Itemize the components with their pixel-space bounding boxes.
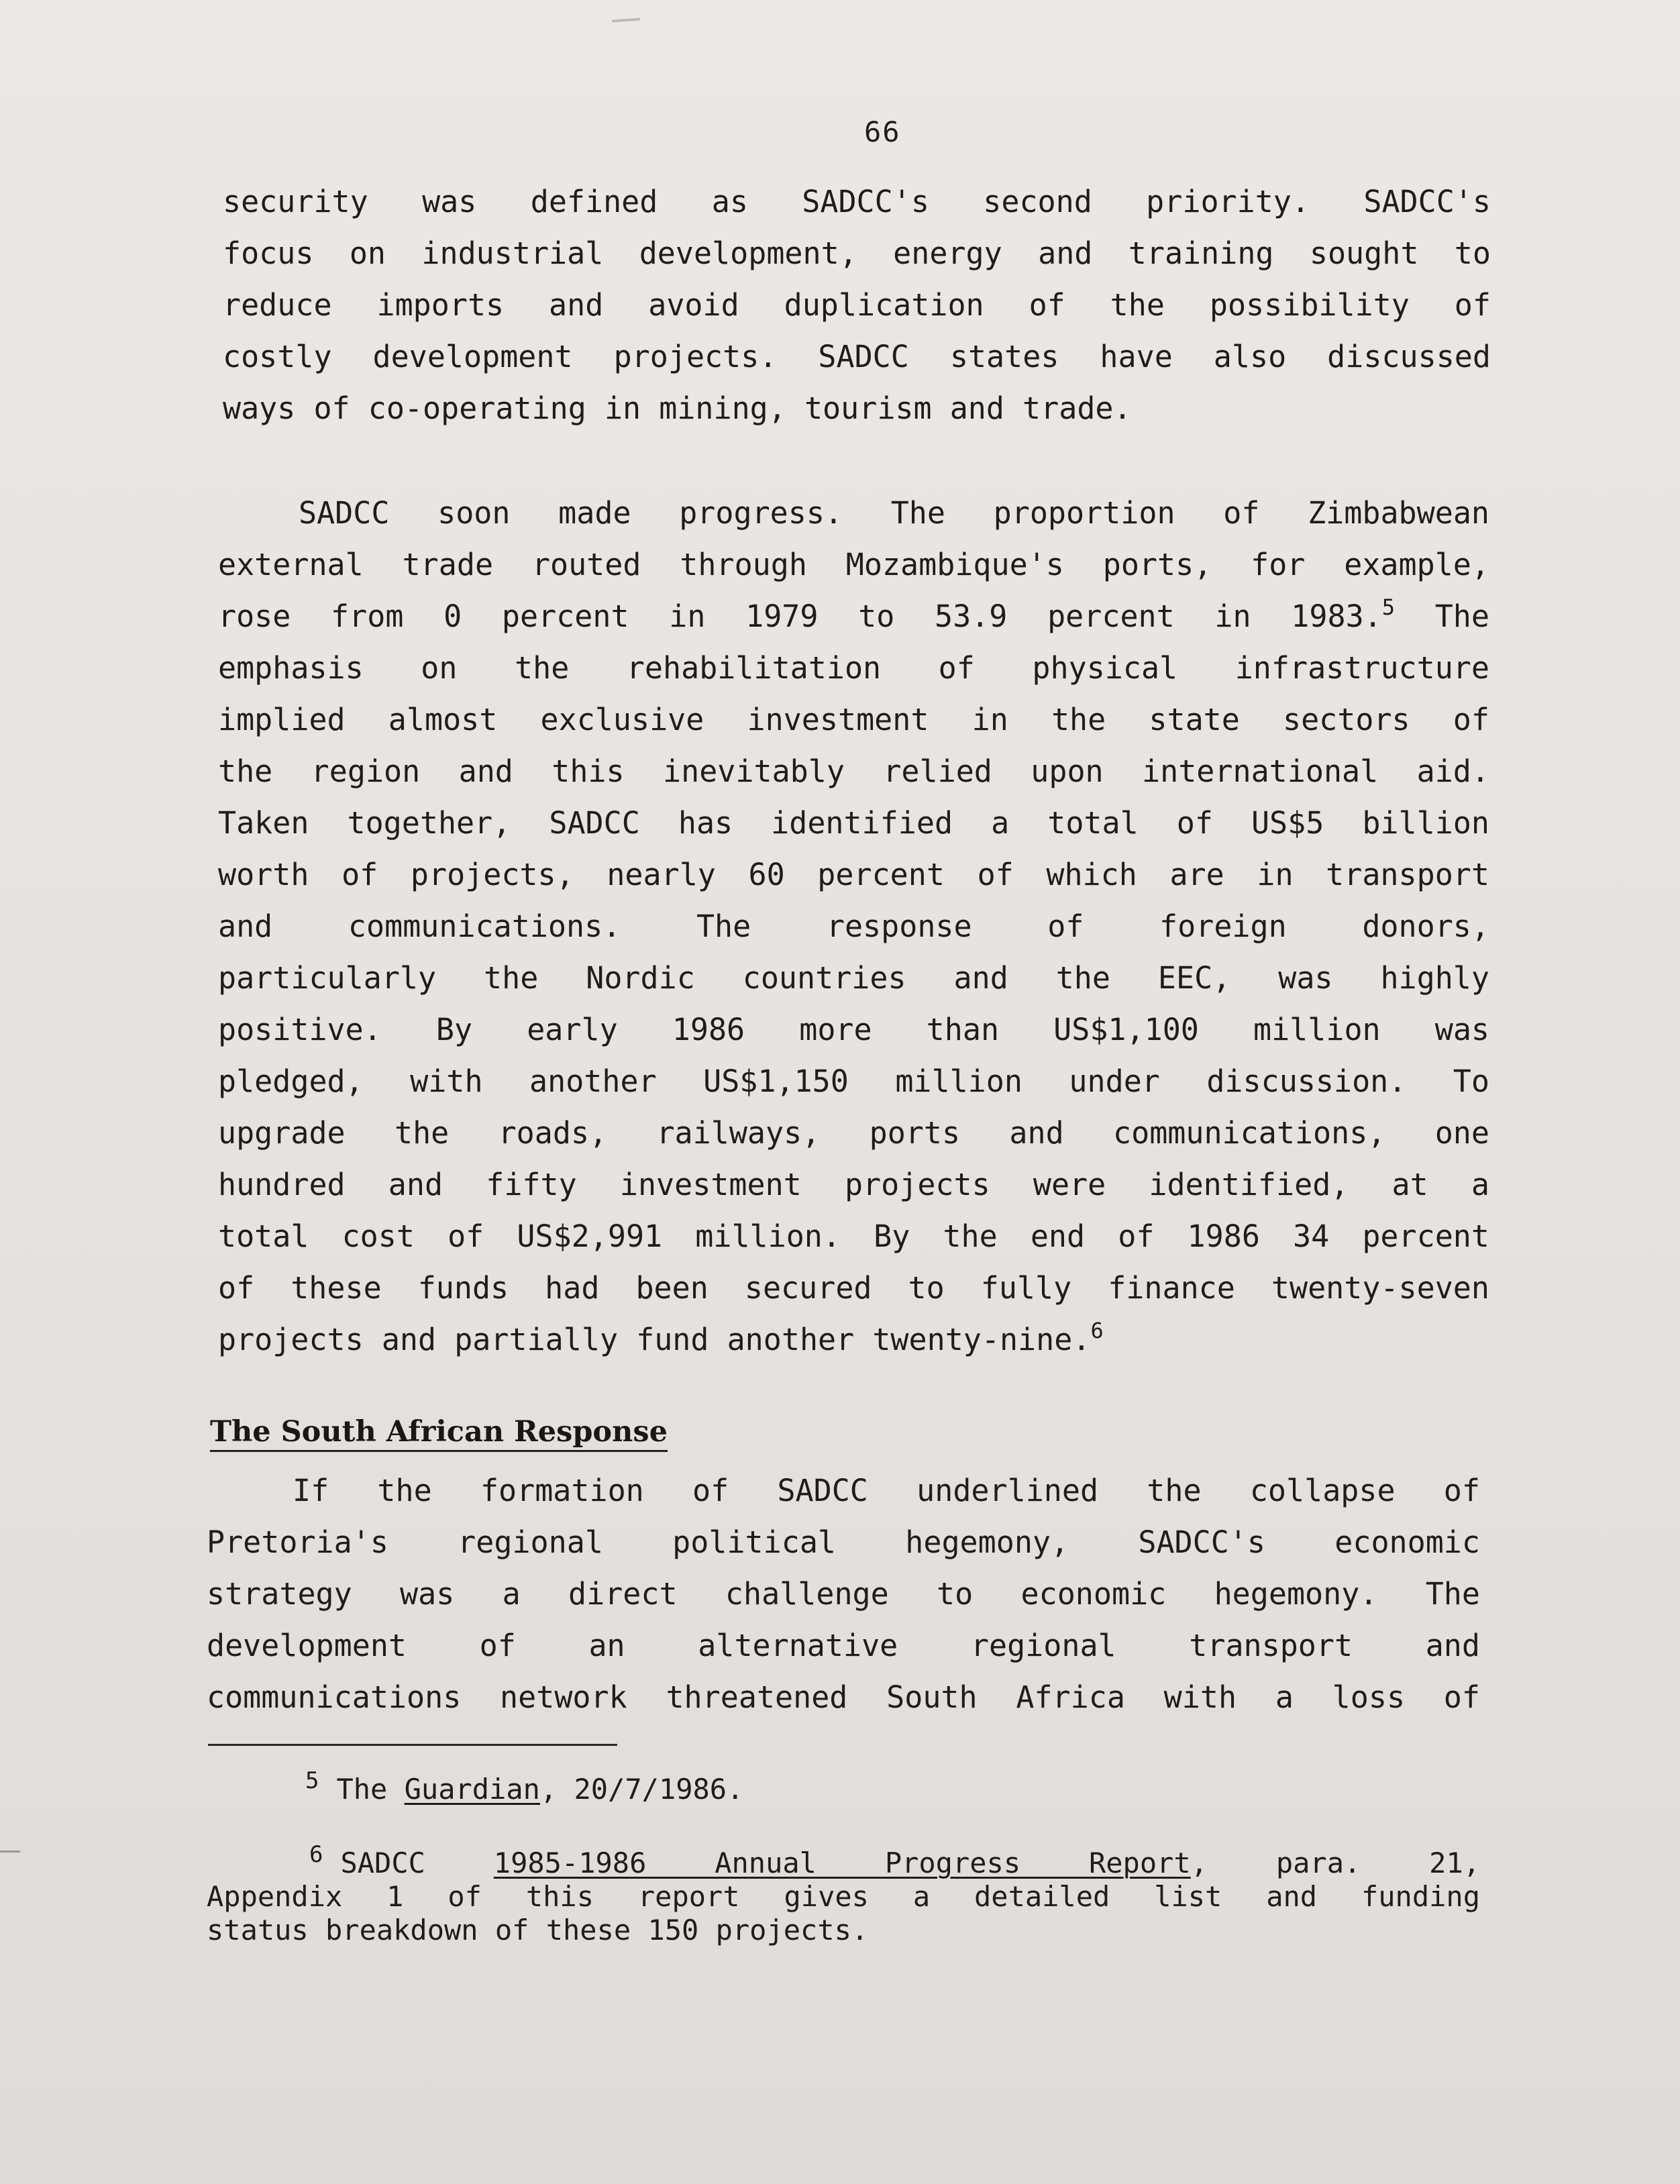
text-line: implied almost exclusive investment in the state sectors of: [218, 702, 1489, 737]
footnote-reference: 6: [1090, 1318, 1104, 1343]
text-line: particularly the Nordic countries and the EEC, was highly: [218, 960, 1489, 996]
footnote-line: Appendix 1 of this report gives a detailed list and funding: [207, 1880, 1480, 1913]
footnote-reference: 5: [1381, 594, 1396, 620]
text-line: If the formation of SADCC underlined the collapse of: [293, 1473, 1480, 1508]
text-line: Taken together, SADCC has identified a total of US$5 billion: [218, 805, 1489, 841]
text-line: the region and this inevitably relied upon international aid.: [218, 753, 1489, 789]
source-title: Guardian: [404, 1773, 540, 1806]
footnote-6: [207, 1841, 1481, 1947]
footnote-mark: 6: [309, 1841, 323, 1868]
text-line: of these funds had been secured to fully finance twenty-seven: [218, 1270, 1489, 1306]
text-line: ways of co-operating in mining, tourism and trade.: [223, 391, 1132, 426]
page-number: 66: [864, 115, 901, 148]
paragraph-2: [218, 487, 1489, 1365]
footnote-separator: [208, 1744, 617, 1746]
text-line: strategy was a direct challenge to economic hegemony. The: [207, 1576, 1480, 1612]
scan-mark: [0, 1851, 20, 1853]
text-line: reduce imports and avoid duplication of the possibility of: [223, 287, 1491, 323]
scan-mark: [612, 18, 640, 23]
source-title: 1985-1986 Annual Progress Report: [493, 1847, 1191, 1879]
footnote-text: , 20/7/1986.: [539, 1773, 744, 1806]
footnote-line: [207, 1841, 1481, 1880]
text-line: SADCC soon made progress. The proportion of Zimbabwean: [299, 495, 1489, 531]
text-line-with-footnote: [218, 1314, 1489, 1365]
text-line: development of an alternative regional transport and: [207, 1628, 1480, 1663]
text-line: worth of projects, nearly 60 percent of which are in transport: [218, 857, 1489, 892]
paragraph-3: [207, 1465, 1480, 1723]
text-line: and communications. The response of foreign donors,: [218, 908, 1489, 944]
text-line: positive. By early 1986 more than US$1,100 million was: [218, 1012, 1489, 1047]
text-segment: projects and partially fund another twenty-nine.: [218, 1322, 1091, 1357]
text-line: pledged, with another US$1,150 million under discussion. To: [218, 1063, 1489, 1099]
text-line: total cost of US$2,991 million. By the end of 1986 34 percent: [218, 1218, 1489, 1254]
text-line: focus on industrial development, energy and training sought to: [223, 236, 1491, 271]
footnote-5: [305, 1767, 744, 1806]
footnote-text: The: [336, 1773, 405, 1806]
footnote-text: SADCC: [340, 1847, 494, 1879]
text-line: hundred and fifty investment projects were identified, at a: [218, 1167, 1489, 1202]
text-line-with-footnote: [218, 590, 1489, 642]
text-line: costly development projects. SADCC states have also discussed: [223, 339, 1491, 374]
footnote-line: status breakdown of these 150 projects.: [207, 1914, 869, 1946]
footnote-text: , para. 21,: [1190, 1847, 1481, 1879]
text-segment: rose from 0 percent in 1979 to 53.9 percent in 1983.: [218, 599, 1382, 634]
text-line: external trade routed through Mozambique's ports, for example,: [218, 547, 1489, 582]
text-line: communications network threatened South Africa with a loss of: [207, 1679, 1480, 1715]
section-heading: The South African Response: [210, 1416, 668, 1452]
text-segment: The: [1434, 599, 1489, 634]
paragraph-1: [223, 176, 1491, 434]
text-line: security was defined as SADCC's second priority. SADCC's: [223, 184, 1491, 219]
text-line: Pretoria's regional political hegemony, SADCC's economic: [207, 1524, 1480, 1560]
text-line: upgrade the roads, railways, ports and communications, one: [218, 1115, 1489, 1151]
text-line: emphasis on the rehabilitation of physical infrastructure: [218, 650, 1489, 686]
footnote-mark: 5: [305, 1767, 319, 1794]
